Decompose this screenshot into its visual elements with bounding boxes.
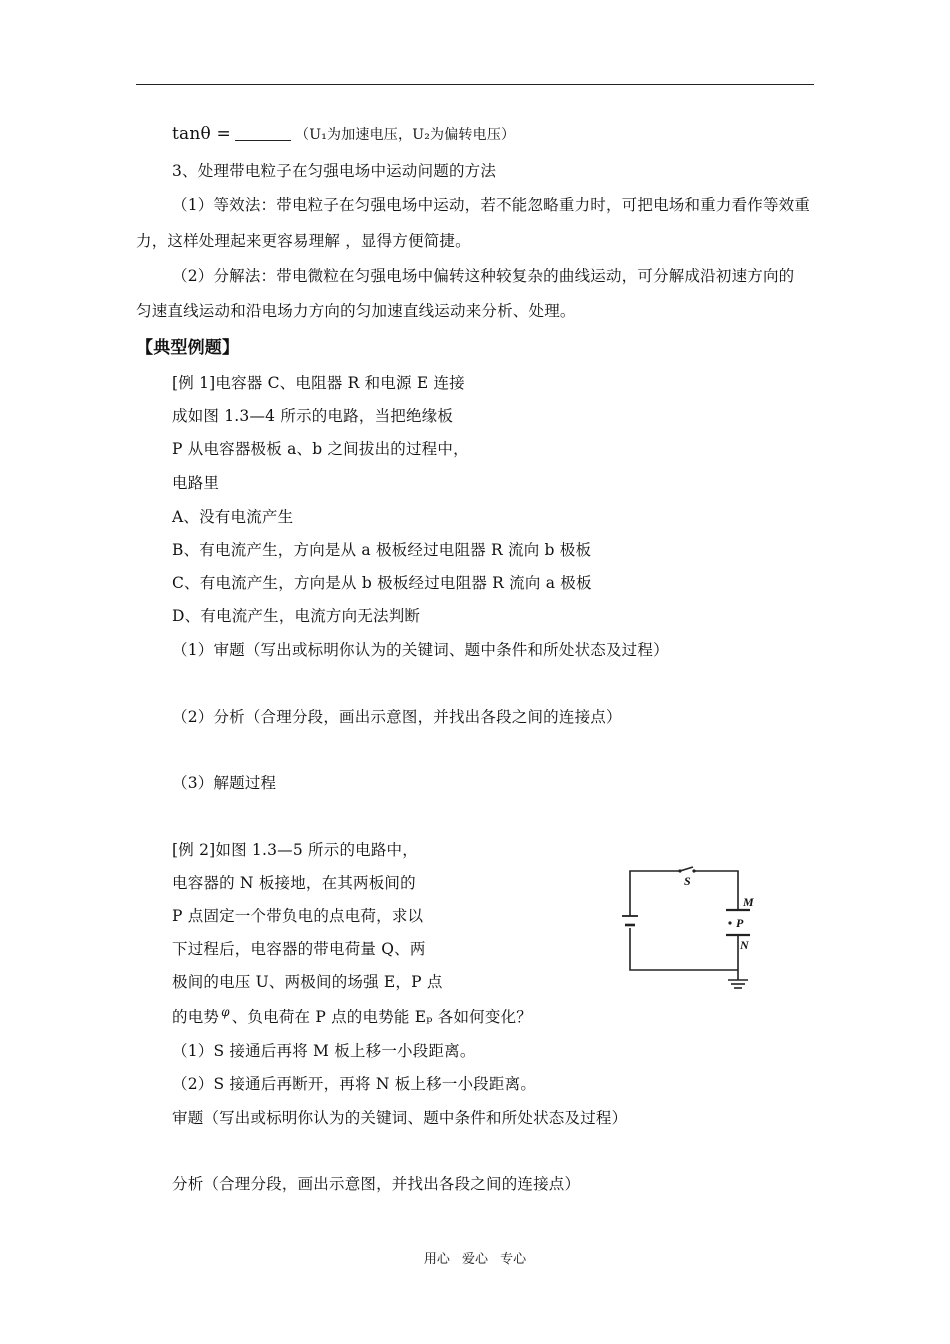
- example2-line2: 电容器的 N 板接地，在其两板间的: [172, 874, 416, 892]
- example1-line1: [例 1]电容器 C、电阻器 R 和电源 E 连接: [172, 374, 465, 392]
- method-heading: 3、处理带电粒子在匀强电场中运动问题的方法: [172, 162, 497, 180]
- option-b: B、有电流产生，方向是从 a 极板经过电阻器 R 流向 b 极板: [172, 541, 592, 559]
- example1-line4: 电路里: [172, 474, 220, 492]
- formula-note: （U₁为加速电压，U₂为偏转电压）: [295, 127, 516, 143]
- review-prompt: 审题（写出或标明你认为的关键词、题中条件和所处状态及过程）: [172, 1109, 628, 1127]
- formula-blank: [235, 126, 291, 141]
- example1-line2: 成如图 1.3—4 所示的电路，当把绝缘板: [172, 407, 454, 425]
- page-footer: 用心 爱心 专心: [423, 1252, 527, 1267]
- switch-contact-right: [692, 869, 695, 872]
- example2-line4: 下过程后，电容器的带电荷量 Q、两: [172, 940, 426, 958]
- analysis-prompt: 分析（合理分段，画出示意图，并找出各段之间的连接点）: [172, 1175, 581, 1193]
- switch-lever: [680, 867, 693, 871]
- step-review: （1）审题（写出或标明你认为的关键词、题中条件和所处状态及过程）: [172, 641, 669, 659]
- example2-line6: [172, 1005, 532, 1027]
- option-a: A、没有电流产生: [172, 508, 294, 526]
- example2-line6-end: 、负电荷在 P 点的电势能 Eₚ 各如何变化？: [231, 1008, 532, 1026]
- option-d: D、有电流产生，电流方向无法判断: [172, 607, 421, 625]
- decomposition-method-line2: 匀速直线运动和沿电场力方向的匀加速直线运动来分析、处理。: [136, 302, 576, 320]
- switch-contact-left: [678, 869, 681, 872]
- option-c: C、有电流产生，方向是从 b 极板经过电阻器 R 流向 a 极板: [172, 574, 592, 592]
- phi-symbol: φ: [221, 1005, 230, 1019]
- header-rule: [136, 84, 814, 85]
- switch-label: S: [684, 874, 691, 888]
- equivalent-method-line2: 力，这样处理起来更容易理解 ，显得方便简捷。: [136, 232, 471, 250]
- question-2: （2）S 接通后再断开，再将 N 板上移一小段距离。: [172, 1075, 537, 1093]
- circuit-wire-top-left: [630, 871, 680, 916]
- point-p-label: P: [736, 916, 744, 930]
- plate-m-label: M: [743, 895, 754, 909]
- step-solution: （3）解题过程: [172, 774, 277, 792]
- point-p-dot: [728, 921, 731, 924]
- plate-n-label: N: [740, 938, 749, 952]
- question-1: （1）S 接通后再将 M 板上移一小段距离。: [172, 1042, 476, 1060]
- circuit-diagram: [610, 848, 760, 998]
- formula-lhs: tanθ =: [172, 124, 231, 144]
- example2-line3: P 点固定一个带负电的点电荷，求以: [172, 907, 424, 925]
- circuit-wire-bottom: [630, 928, 738, 970]
- section-heading: 【典型例题】: [136, 338, 240, 358]
- decomposition-method-line1: （2）分解法：带电微粒在匀强电场中偏转这种较复杂的曲线运动，可分解成沿初速方向的: [172, 267, 795, 285]
- tan-formula: [172, 124, 515, 144]
- example2-line5: 极间的电压 U、两极间的场强 E，P 点: [172, 973, 443, 991]
- circuit-wire-top-right: [694, 871, 738, 910]
- example2-line1: [例 2]如图 1.3—5 所示的电路中，: [172, 841, 418, 859]
- step-analysis: （2）分析（合理分段，画出示意图，并找出各段之间的连接点）: [172, 708, 622, 726]
- example1-line3: P 从电容器极板 a、b 之间拔出的过程中，: [172, 440, 469, 458]
- equivalent-method-line1: （1）等效法：带电粒子在匀强电场中运动，若不能忽略重力时，可把电场和重力看作等效重: [172, 196, 811, 214]
- example2-line6-start: 的电势: [172, 1008, 220, 1026]
